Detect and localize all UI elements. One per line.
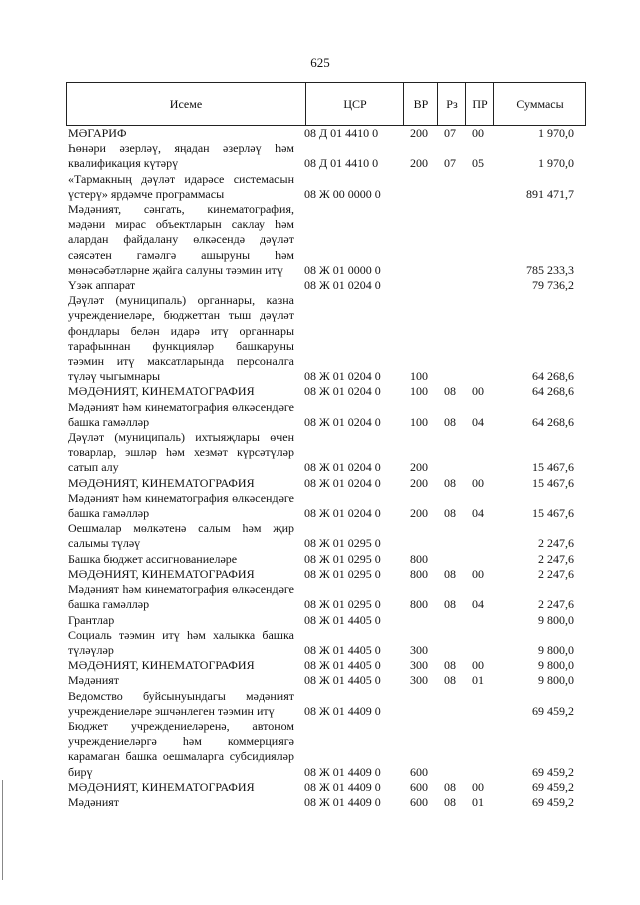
row-csr: 08 Ж 01 0204 0 bbox=[304, 414, 381, 429]
row-name: МӘДӘНИЯТ, КИНЕМАТОГРАФИЯ bbox=[68, 384, 255, 399]
row-name: «Тармакның дәүләт идарәсе системасын үстерү» ярдәмче программасы bbox=[68, 171, 294, 201]
table-row bbox=[66, 780, 586, 795]
row-csr: 08 Ж 01 4405 0 bbox=[304, 642, 381, 657]
row-name: Үзәк аппарат bbox=[68, 278, 136, 293]
table-row bbox=[66, 582, 586, 612]
row-name: Оешмалар мөлкәтенә салым һәм җир салымы түләү bbox=[68, 521, 294, 551]
row-name: МӘДӘНИЯТ, КИНЕМАТОГРАФИЯ bbox=[68, 475, 255, 490]
row-pr: 00 bbox=[472, 658, 484, 673]
header-name: Исеме bbox=[169, 97, 203, 111]
header-vr: ВР bbox=[403, 83, 438, 125]
row-sum: 79 736,2 bbox=[532, 278, 574, 293]
row-name: Һөнәри әзерләү, яңадан әзерләү һәм квалификация күтәрү bbox=[68, 141, 294, 171]
row-vr: 600 bbox=[410, 779, 428, 794]
table-row bbox=[66, 430, 586, 476]
row-vr: 600 bbox=[410, 764, 428, 779]
row-sum: 891 471,7 bbox=[526, 186, 574, 201]
row-sum: 69 459,2 bbox=[532, 794, 574, 809]
header-pr: ПР bbox=[465, 83, 494, 125]
row-name: Бюджет учреждениеләренә, автоном учреждениеләргә һәм коммерциягә карамаган башка оешмаларга субсидияләр бирү bbox=[68, 718, 294, 779]
row-vr: 800 bbox=[410, 597, 428, 612]
row-csr: 08 Ж 01 0204 0 bbox=[304, 460, 381, 475]
row-rz: 08 bbox=[444, 506, 456, 521]
row-csr: 08 Ж 01 4405 0 bbox=[304, 658, 381, 673]
row-rz: 08 bbox=[444, 658, 456, 673]
row-csr: 08 Ж 01 0295 0 bbox=[304, 536, 381, 551]
table-row bbox=[66, 719, 586, 780]
row-sum: 64 268,6 bbox=[532, 384, 574, 399]
table-row bbox=[66, 202, 586, 278]
row-vr: 100 bbox=[410, 384, 428, 399]
row-csr: 08 Ж 01 0204 0 bbox=[304, 475, 381, 490]
row-rz: 08 bbox=[444, 779, 456, 794]
row-rz: 08 bbox=[444, 475, 456, 490]
row-name: Мәдәният bbox=[68, 794, 120, 809]
row-rz: 08 bbox=[444, 794, 456, 809]
row-sum: 9 800,0 bbox=[538, 673, 574, 688]
row-vr: 100 bbox=[410, 369, 428, 384]
row-csr: 08 Ж 01 0000 0 bbox=[304, 262, 381, 277]
row-name: Мәдәният bbox=[68, 673, 120, 688]
row-vr: 200 bbox=[410, 475, 428, 490]
header-rz: Рз bbox=[437, 83, 466, 125]
row-sum: 2 247,6 bbox=[538, 551, 574, 566]
page-number: 625 bbox=[310, 55, 330, 70]
row-sum: 1 970,0 bbox=[538, 156, 574, 171]
row-pr: 00 bbox=[472, 126, 484, 140]
row-pr: 01 bbox=[472, 673, 484, 688]
row-vr: 100 bbox=[410, 414, 428, 429]
row-csr: 08 Ж 01 0295 0 bbox=[304, 597, 381, 612]
row-pr: 04 bbox=[472, 414, 484, 429]
table-row bbox=[66, 567, 586, 582]
row-rz: 08 bbox=[444, 566, 456, 581]
row-rz: 07 bbox=[444, 126, 456, 140]
row-name: МӘГАРИФ bbox=[68, 126, 127, 140]
row-csr: 08 Ж 01 0204 0 bbox=[304, 369, 381, 384]
row-name: Мәдәният һәм кинематография өлкәсендәге башка гамәлләр bbox=[68, 582, 294, 612]
row-vr: 600 bbox=[410, 794, 428, 809]
row-csr: 08 Ж 01 0295 0 bbox=[304, 551, 381, 566]
row-pr: 00 bbox=[472, 779, 484, 794]
row-csr: 08 Ж 01 0204 0 bbox=[304, 278, 381, 293]
table-row bbox=[66, 658, 586, 673]
row-csr: 08 Д 01 4410 0 bbox=[304, 156, 379, 171]
row-vr: 800 bbox=[410, 566, 428, 581]
row-vr: 200 bbox=[410, 460, 428, 475]
header-sum: Суммасы bbox=[493, 83, 586, 125]
row-pr: 05 bbox=[472, 156, 484, 171]
row-csr: 08 Ж 01 4405 0 bbox=[304, 673, 381, 688]
header-csr: ЦСР bbox=[305, 83, 404, 125]
row-pr: 04 bbox=[472, 597, 484, 612]
row-name: Социаль тәэмин итү һәм халыкка башка түләүләр bbox=[68, 627, 294, 657]
table-row bbox=[66, 491, 586, 521]
table-row bbox=[66, 126, 586, 141]
row-rz: 08 bbox=[444, 597, 456, 612]
table-row bbox=[66, 613, 586, 628]
table-row bbox=[66, 400, 586, 430]
row-name: МӘДӘНИЯТ, КИНЕМАТОГРАФИЯ bbox=[68, 779, 255, 794]
row-sum: 2 247,6 bbox=[538, 566, 574, 581]
table-row bbox=[66, 384, 586, 399]
row-sum: 69 459,2 bbox=[532, 703, 574, 718]
row-sum: 64 268,6 bbox=[532, 369, 574, 384]
row-sum: 2 247,6 bbox=[538, 536, 574, 551]
row-sum: 15 467,6 bbox=[532, 506, 574, 521]
row-name: МӘДӘНИЯТ, КИНЕМАТОГРАФИЯ bbox=[68, 566, 255, 581]
row-rz: 08 bbox=[444, 673, 456, 688]
row-vr: 800 bbox=[410, 551, 428, 566]
row-name: Дәүләт (муниципаль) ихтыяҗлары өчен товарлар, эшләр һәм хезмәт күрсәтүләр сатып алу bbox=[68, 430, 294, 475]
row-sum: 9 800,0 bbox=[538, 658, 574, 673]
table-row bbox=[66, 673, 586, 688]
row-vr: 200 bbox=[410, 126, 428, 140]
row-rz: 08 bbox=[444, 414, 456, 429]
table-header bbox=[66, 82, 586, 126]
row-vr: 200 bbox=[410, 506, 428, 521]
row-csr: 08 Д 01 4410 0 bbox=[304, 126, 379, 140]
table-row bbox=[66, 141, 586, 171]
row-name: Башка бюджет ассигнованиеләре bbox=[68, 551, 238, 566]
row-pr: 00 bbox=[472, 384, 484, 399]
table-row bbox=[66, 172, 586, 202]
table-row bbox=[66, 521, 586, 551]
row-name: Мәдәният, сәнгать, кинематография, мәдәни мирас объектларын саклау һәм алардан файдалану өлкәсендә дәүләт сәясәтен гамәлгә ашыруны һәм мөнәсәбәтләрне җайга салуны тәэмин итү bbox=[68, 202, 294, 277]
row-name: МӘДӘНИЯТ, КИНЕМАТОГРАФИЯ bbox=[68, 658, 255, 673]
row-csr: 08 Ж 01 4409 0 bbox=[304, 794, 381, 809]
row-pr: 00 bbox=[472, 566, 484, 581]
row-sum: 69 459,2 bbox=[532, 779, 574, 794]
row-pr: 00 bbox=[472, 475, 484, 490]
row-sum: 9 800,0 bbox=[538, 642, 574, 657]
row-name: Мәдәният һәм кинематография өлкәсендәге башка гамәлләр bbox=[68, 399, 294, 429]
row-vr: 300 bbox=[410, 673, 428, 688]
row-vr: 300 bbox=[410, 658, 428, 673]
table-row bbox=[66, 795, 586, 810]
table-row bbox=[66, 628, 586, 658]
row-sum: 785 233,3 bbox=[526, 262, 574, 277]
row-csr: 08 Ж 01 0204 0 bbox=[304, 384, 381, 399]
row-csr: 08 Ж 00 0000 0 bbox=[304, 186, 381, 201]
row-sum: 15 467,6 bbox=[532, 475, 574, 490]
row-name: Дәүләт (муниципаль) органнары, казна учреждениеләре, бюджеттан тыш дәүләт фондлары белән идарә итү органнары тарафыннан функцияләр башкаруны тәэмин итү максатларында персоналга түләү чыгымнары bbox=[68, 293, 294, 384]
row-sum: 9 800,0 bbox=[538, 612, 574, 627]
table-row bbox=[66, 689, 586, 719]
table-row bbox=[66, 476, 586, 491]
row-csr: 08 Ж 01 4405 0 bbox=[304, 612, 381, 627]
row-sum: 64 268,6 bbox=[532, 414, 574, 429]
row-pr: 04 bbox=[472, 506, 484, 521]
row-sum: 15 467,6 bbox=[532, 460, 574, 475]
row-csr: 08 Ж 01 4409 0 bbox=[304, 764, 381, 779]
row-name: Грантлар bbox=[68, 612, 115, 627]
margin-line bbox=[2, 780, 3, 880]
row-csr: 08 Ж 01 0204 0 bbox=[304, 506, 381, 521]
row-name: Мәдәният һәм кинематография өлкәсендәге башка гамәлләр bbox=[68, 490, 294, 521]
row-sum: 2 247,6 bbox=[538, 597, 574, 612]
row-rz: 07 bbox=[444, 156, 456, 171]
row-sum: 69 459,2 bbox=[532, 764, 574, 779]
row-csr: 08 Ж 01 4409 0 bbox=[304, 703, 381, 718]
table-row bbox=[66, 278, 586, 293]
row-pr: 01 bbox=[472, 794, 484, 809]
row-csr: 08 Ж 01 4409 0 bbox=[304, 779, 381, 794]
row-name: Ведомство буйсынуындагы мәдәният учреждениеләре эшчәнлеген тәэмин итү bbox=[68, 688, 294, 718]
table-row bbox=[66, 293, 586, 384]
budget-table bbox=[66, 82, 586, 810]
table-body bbox=[66, 126, 586, 810]
row-vr: 300 bbox=[410, 642, 428, 657]
row-rz: 08 bbox=[444, 384, 456, 399]
table-row bbox=[66, 552, 586, 567]
row-vr: 200 bbox=[410, 156, 428, 171]
row-csr: 08 Ж 01 0295 0 bbox=[304, 566, 381, 581]
row-sum: 1 970,0 bbox=[538, 126, 574, 140]
